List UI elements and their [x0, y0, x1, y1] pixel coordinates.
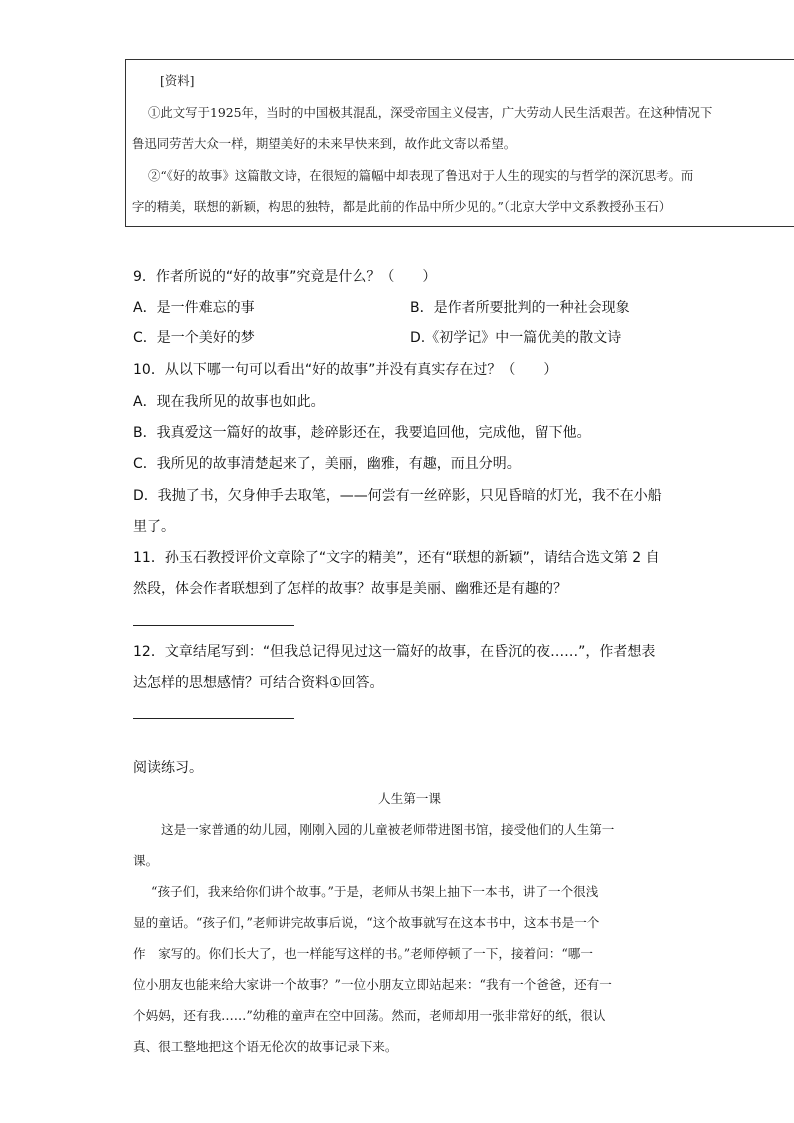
passage-title: 人生第一课 [378, 791, 441, 806]
material-heading: [资料] [160, 73, 195, 88]
question-12-answer-line[interactable] [133, 718, 294, 719]
material-box [125, 59, 794, 227]
material-line-1: ①此文写于1925年，当时的中国极其混乱，深受帝国主义侵害，广大劳动人民生活艰苦。在这种情况下 [148, 105, 713, 120]
question-11-line-1: 11．孙玉石教授评价文章除了“文字的精美”，还有“联想的新颖”，请结合选文第 2 自 [133, 550, 660, 566]
material-line-3: ②“《好的故事》这篇散文诗，在很短的篇幅中却表现了鲁迅对于人生的现实的与哲学的深沉思考。而 [148, 168, 694, 183]
question-10-option-d-cont: 里了。 [133, 519, 175, 535]
question-12-line-1: 12．文章结尾写到：“但我总记得见过这一篇好的故事，在昏沉的夜……”，作者想表 [133, 644, 656, 660]
question-10-option-c[interactable]: C．我所见的故事清楚起来了，美丽，幽雅，有趣，而且分明。 [133, 456, 521, 472]
material-line-2: 鲁迅同劳苦大众一样，期望美好的未来早快来到，故作此文寄以希望。 [132, 136, 517, 151]
question-9-option-c[interactable]: C．是一个美好的梦 [133, 330, 255, 346]
question-10-option-d[interactable]: D．我抛了书，欠身伸手去取笔，——何尝有一丝碎影，只见昏暗的灯光，我不在小船 [133, 488, 662, 504]
question-11-line-2: 然段，体会作者联想到了怎样的故事？故事是美丽、幽雅还是有趣的？ [133, 581, 567, 597]
passage-p2-line-2: 显的童话。“孩子们，”老师讲完故事后说，“这个故事就写在这本书中，这本书是一个 [133, 915, 600, 930]
passage-p2-line-4: 位小朋友也能来给大家讲一个故事？”一位小朋友立即站起来：“我有一个爸爸，还有一 [133, 977, 612, 992]
passage-p2-line-1: “孩子们，我来给你们讲个故事。”于是，老师从书架上抽下一本书，讲了一个很浅 [151, 884, 599, 899]
passage-p1-line-1: 这是一家普通的幼儿园，刚刚入园的儿童被老师带进图书馆，接受他们的人生第一 [161, 822, 615, 837]
passage-p1-line-2: 课。 [133, 853, 159, 868]
passage-p2-line-3: 作 家写的。你们长大了，也一样能写这样的书。”老师停顿了一下，接着问：“哪一 [133, 946, 593, 961]
question-9-option-a[interactable]: A．是一件难忘的事 [133, 300, 255, 316]
question-11-answer-line[interactable] [133, 625, 294, 626]
passage-p2-line-5: 个妈妈，还有我……”幼稚的童声在空中回荡。然而，老师却用一张非常好的纸，很认 [133, 1008, 606, 1023]
question-9-stem: 9．作者所说的“好的故事”究竟是什么？（ ） [133, 269, 437, 285]
question-10-option-a[interactable]: A．现在我所见的故事也如此。 [133, 394, 325, 410]
question-10-option-b[interactable]: B．我真爱这一篇好的故事，趁碎影还在，我要追回他，完成他，留下他。 [133, 425, 591, 441]
question-12-line-2: 达怎样的思想感情？可结合资料①回答。 [133, 675, 384, 691]
reading-intro: 阅读练习。 [133, 760, 203, 776]
material-line-4: 字的精美，联想的新颖，构思的独特，都是此前的作品中所少见的。”（北京大学中文系教授孙玉石） [132, 199, 672, 214]
passage-p2-line-6: 真、很工整地把这个语无伦次的故事记录下来。 [133, 1039, 398, 1054]
question-9-option-d[interactable]: D.《初学记》中一篇优美的散文诗 [410, 330, 622, 346]
question-10-stem: 10．从以下哪一句可以看出“好的故事”并没有真实存在过？（ ） [133, 362, 558, 378]
question-9-option-b[interactable]: B．是作者所要批判的一种社会现象 [410, 300, 630, 316]
